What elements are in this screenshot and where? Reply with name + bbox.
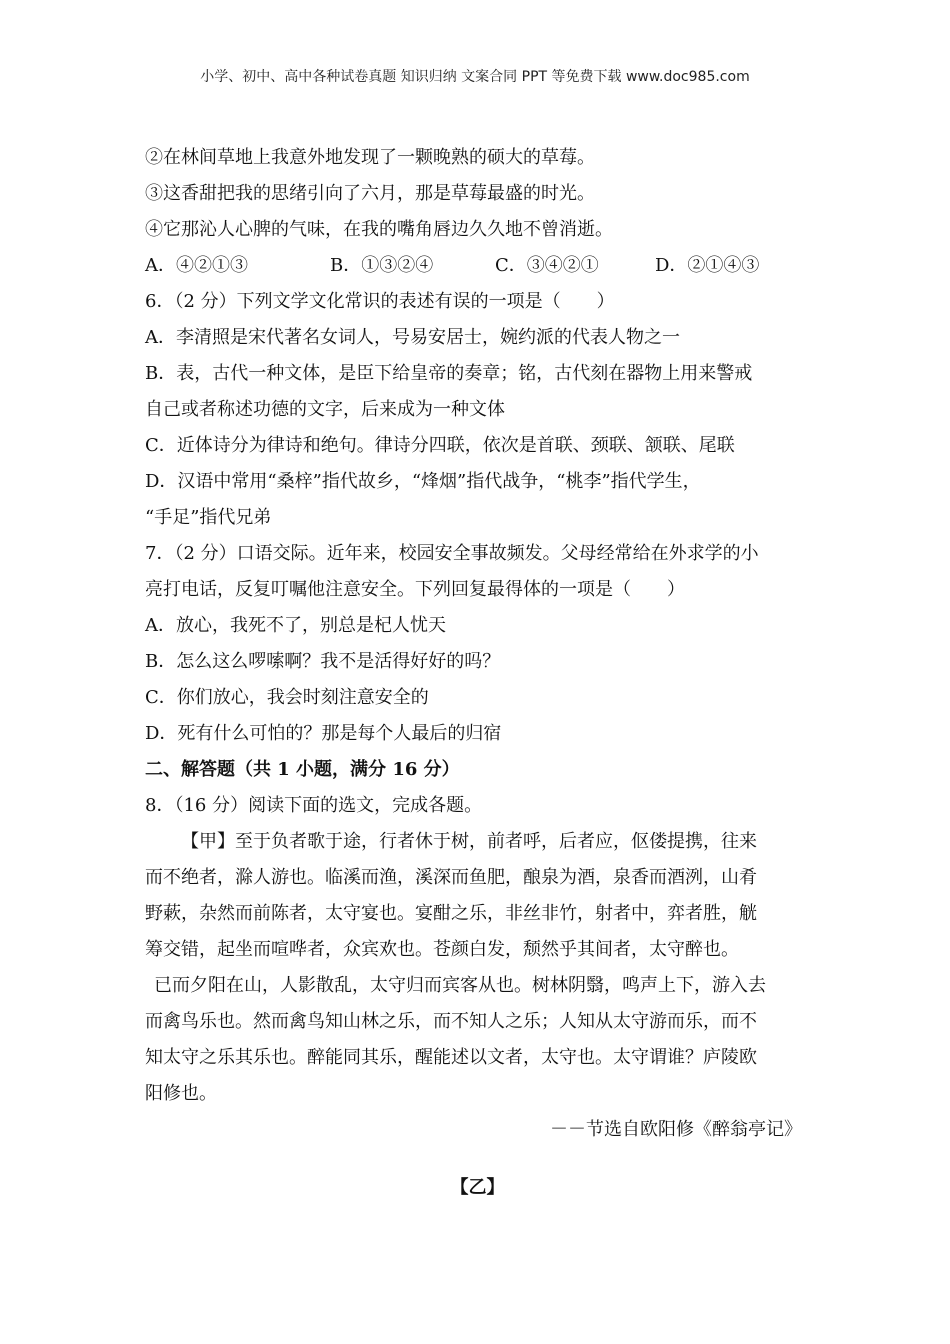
q6-option-d: D．汉语中常用“桑梓”指代故乡，“烽烟”指代战争，“桃李”指代学生，	[145, 471, 701, 492]
q5-sentence-4: ④它那沁人心脾的气味，在我的嘴角唇边久久地不曾消逝。	[145, 219, 613, 240]
q5-option-c: C．③④②①	[495, 255, 599, 276]
passage-jia-p2-line-1: 已而夕阳在山，人影散乱，太守归而宾客从也。树林阴翳，鸣声上下，游入去	[154, 975, 766, 996]
passage-source: －－节选自欧阳修《醉翁亭记》	[550, 1119, 802, 1140]
passage-jia-p2-line-2: 而禽鸟乐也。然而禽鸟知山林之乐，而不知人之乐；人知从太守游而乐，而不	[145, 1011, 757, 1032]
q5-option-a: A．④②①③	[145, 255, 248, 276]
q7-stem: 7．（2 分）口语交际。近年来，校园安全事故频发。父母经常给在外求学的小	[145, 543, 759, 564]
passage-jia-line-3: 野蔌，杂然而前陈者，太守宴也。宴酣之乐，非丝非竹，射者中，弈者胜，觥	[145, 903, 757, 924]
document-body	[145, 140, 810, 1206]
passage-yi-heading: 【乙】	[450, 1177, 505, 1198]
q6-option-a: A．李清照是宋代著名女词人，号易安居士，婉约派的代表人物之一	[145, 327, 680, 348]
passage-jia-line-2: 而不绝者，滁人游也。临溪而渔，溪深而鱼肥，酿泉为酒，泉香而酒洌，山肴	[145, 867, 757, 888]
passage-jia-line-4: 筹交错，起坐而喧哗者，众宾欢也。苍颜白发，颓然乎其间者，太守醉也。	[145, 939, 739, 960]
q5-options	[145, 248, 810, 284]
page-header: 小学、初中、高中各种试卷真题 知识归纳 文案合同 PPT 等免费下载 www.doc985.com	[200, 69, 750, 85]
q6-option-b-cont: 自己或者称述功德的文字，后来成为一种文体	[145, 399, 505, 420]
q7-option-a: A．放心，我死不了，别总是杞人忧天	[145, 615, 446, 636]
q6-option-c: C．近体诗分为律诗和绝句。律诗分四联，依次是首联、颈联、颔联、尾联	[145, 435, 735, 456]
passage-jia-p2-line-3: 知太守之乐其乐也。醉能同其乐，醒能述以文者，太守也。太守谓谁？庐陵欧	[145, 1047, 757, 1068]
q5-sentence-3: ③这香甜把我的思绪引向了六月，那是草莓最盛的时光。	[145, 183, 595, 204]
passage-jia-p2-line-4: 阳修也。	[145, 1083, 217, 1104]
q6-option-b: B．表，古代一种文体，是臣下给皇帝的奏章；铭，古代刻在器物上用来警戒	[145, 363, 753, 384]
q6-option-d-cont: “手足”指代兄弟	[145, 507, 272, 528]
q5-option-b: B．①③②④	[330, 255, 434, 276]
q5-sentence-2: ②在林间草地上我意外地发现了一颗晚熟的硕大的草莓。	[145, 147, 595, 168]
q7-option-c: C．你们放心，我会时刻注意安全的	[145, 687, 429, 708]
q7-option-d: D．死有什么可怕的？那是每个人最后的归宿	[145, 723, 502, 744]
section-2-title: 二、解答题（共 1 小题，满分 16 分）	[145, 759, 460, 780]
q7-stem-cont: 亮打电话，反复叮嘱他注意安全。下列回复最得体的一项是（ ）	[145, 579, 685, 600]
q6-stem: 6．（2 分）下列文学文化常识的表述有误的一项是（ ）	[145, 291, 615, 312]
passage-jia-line-1: 【甲】至于负者歌于途，行者休于树，前者呼，后者应，伛偻提携，往来	[181, 831, 757, 852]
q5-option-d: D．②①④③	[655, 255, 760, 276]
q8-stem: 8．（16 分）阅读下面的选文，完成各题。	[145, 795, 483, 816]
q7-option-b: B．怎么这么啰嗦啊？我不是活得好好的吗？	[145, 651, 501, 672]
